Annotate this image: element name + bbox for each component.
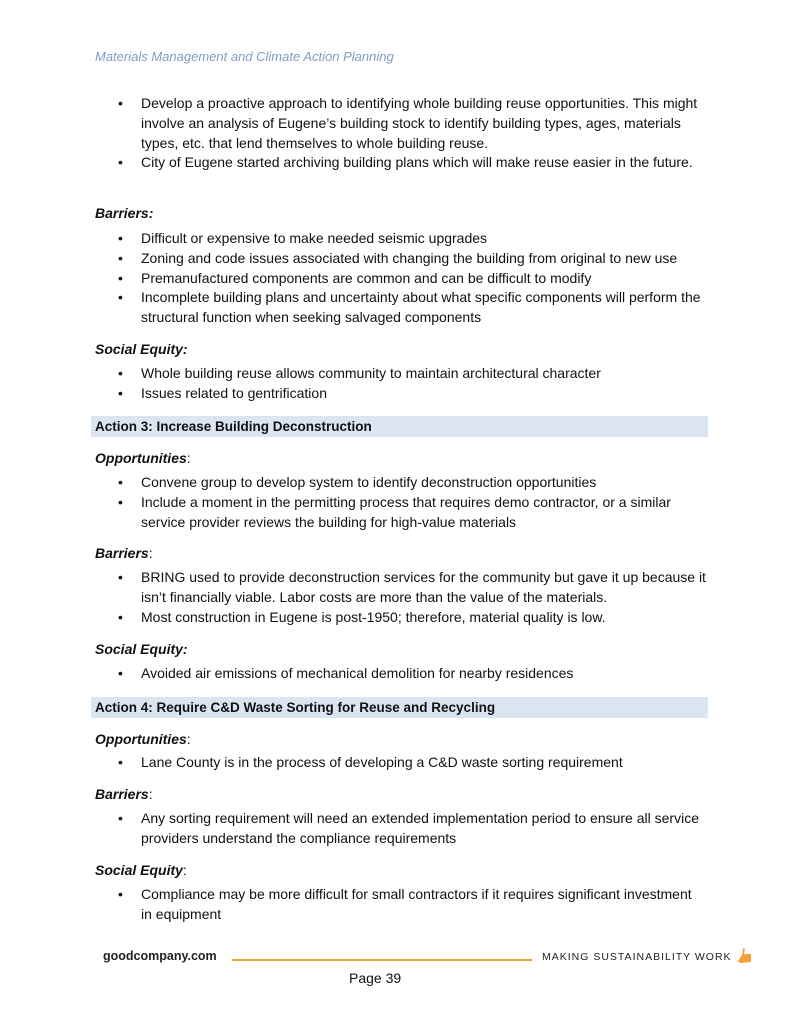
barriers-label: Barriers: [95,205,154,221]
barriers-label: Barriers: [95,786,153,802]
footer-site: goodcompany.com [103,949,217,963]
equity-list [0,364,720,404]
thumbs-up-icon [738,948,752,964]
opportunities-label: Opportunities: [95,450,191,466]
list-item: • Difficult or expensive to make needed seismic upgrades [0,229,706,249]
equity-list [0,885,720,925]
page-number: Page 39 [349,970,402,986]
barriers-list [0,229,720,328]
action-3-heading: Action 3: Increase Building Deconstruction [91,416,708,437]
equity-list [0,664,720,684]
list-item: • Whole building reuse allows community to maintain architectural character [0,364,706,384]
footer-rule [232,959,532,961]
list-item: • Most construction in Eugene is post-1950; therefore, material quality is low. [0,608,706,628]
list-item: • Develop a proactive approach to identifying whole building reuse opportunities. This might involve an analysis of Eugene’s building stock to identify building types, ages, materials types, etc. that lend themselves to whole building reuse. [0,94,706,153]
list-item: • Zoning and code issues associated with changing the building from original to new use [0,249,706,269]
list-item: • Include a moment in the permitting process that requires demo contractor, or a similar service provider reviews the building for high-value materials [0,493,706,533]
list-item: • Lane County is in the process of developing a C&D waste sorting requirement [0,753,706,773]
social-equity-label: Social Equity: [95,641,188,657]
action-4-heading: Action 4: Require C&D Waste Sorting for Reuse and Recycling [91,697,708,718]
list-item: • Avoided air emissions of mechanical demolition for nearby residences [0,664,706,684]
opportunities-list [0,473,720,532]
list-item: • Any sorting requirement will need an extended implementation period to ensure all service providers understand the compliance requirements [0,809,706,849]
list-item: • Compliance may be more difficult for small contractors if it requires significant investment in equipment [0,885,706,925]
social-equity-label: Social Equity: [95,862,187,878]
social-equity-label: Social Equity: [95,341,188,357]
barriers-list [0,568,720,627]
list-item: • Issues related to gentrification [0,384,706,404]
footer-tagline: MAKING SUSTAINABILITY WORK [542,951,732,963]
list-item: • BRING used to provide deconstruction services for the community but gave it up because it isn’t financially viable. Labor costs are more than the value of the materials. [0,568,706,608]
intro-bullets [0,94,720,173]
list-item: • Incomplete building plans and uncertainty about what specific components will perform the structural function when seeking salvaged components [0,288,706,328]
list-item: • Premanufactured components are common and can be difficult to modify [0,269,706,289]
barriers-label: Barriers: [95,545,153,561]
opportunities-label: Opportunities: [95,731,191,747]
barriers-list [0,809,720,849]
list-item: • Convene group to develop system to identify deconstruction opportunities [0,473,706,493]
list-item: • City of Eugene started archiving building plans which will make reuse easier in the future. [0,153,706,173]
opportunities-list [0,753,720,773]
running-header: Materials Management and Climate Action Planning [95,49,394,64]
